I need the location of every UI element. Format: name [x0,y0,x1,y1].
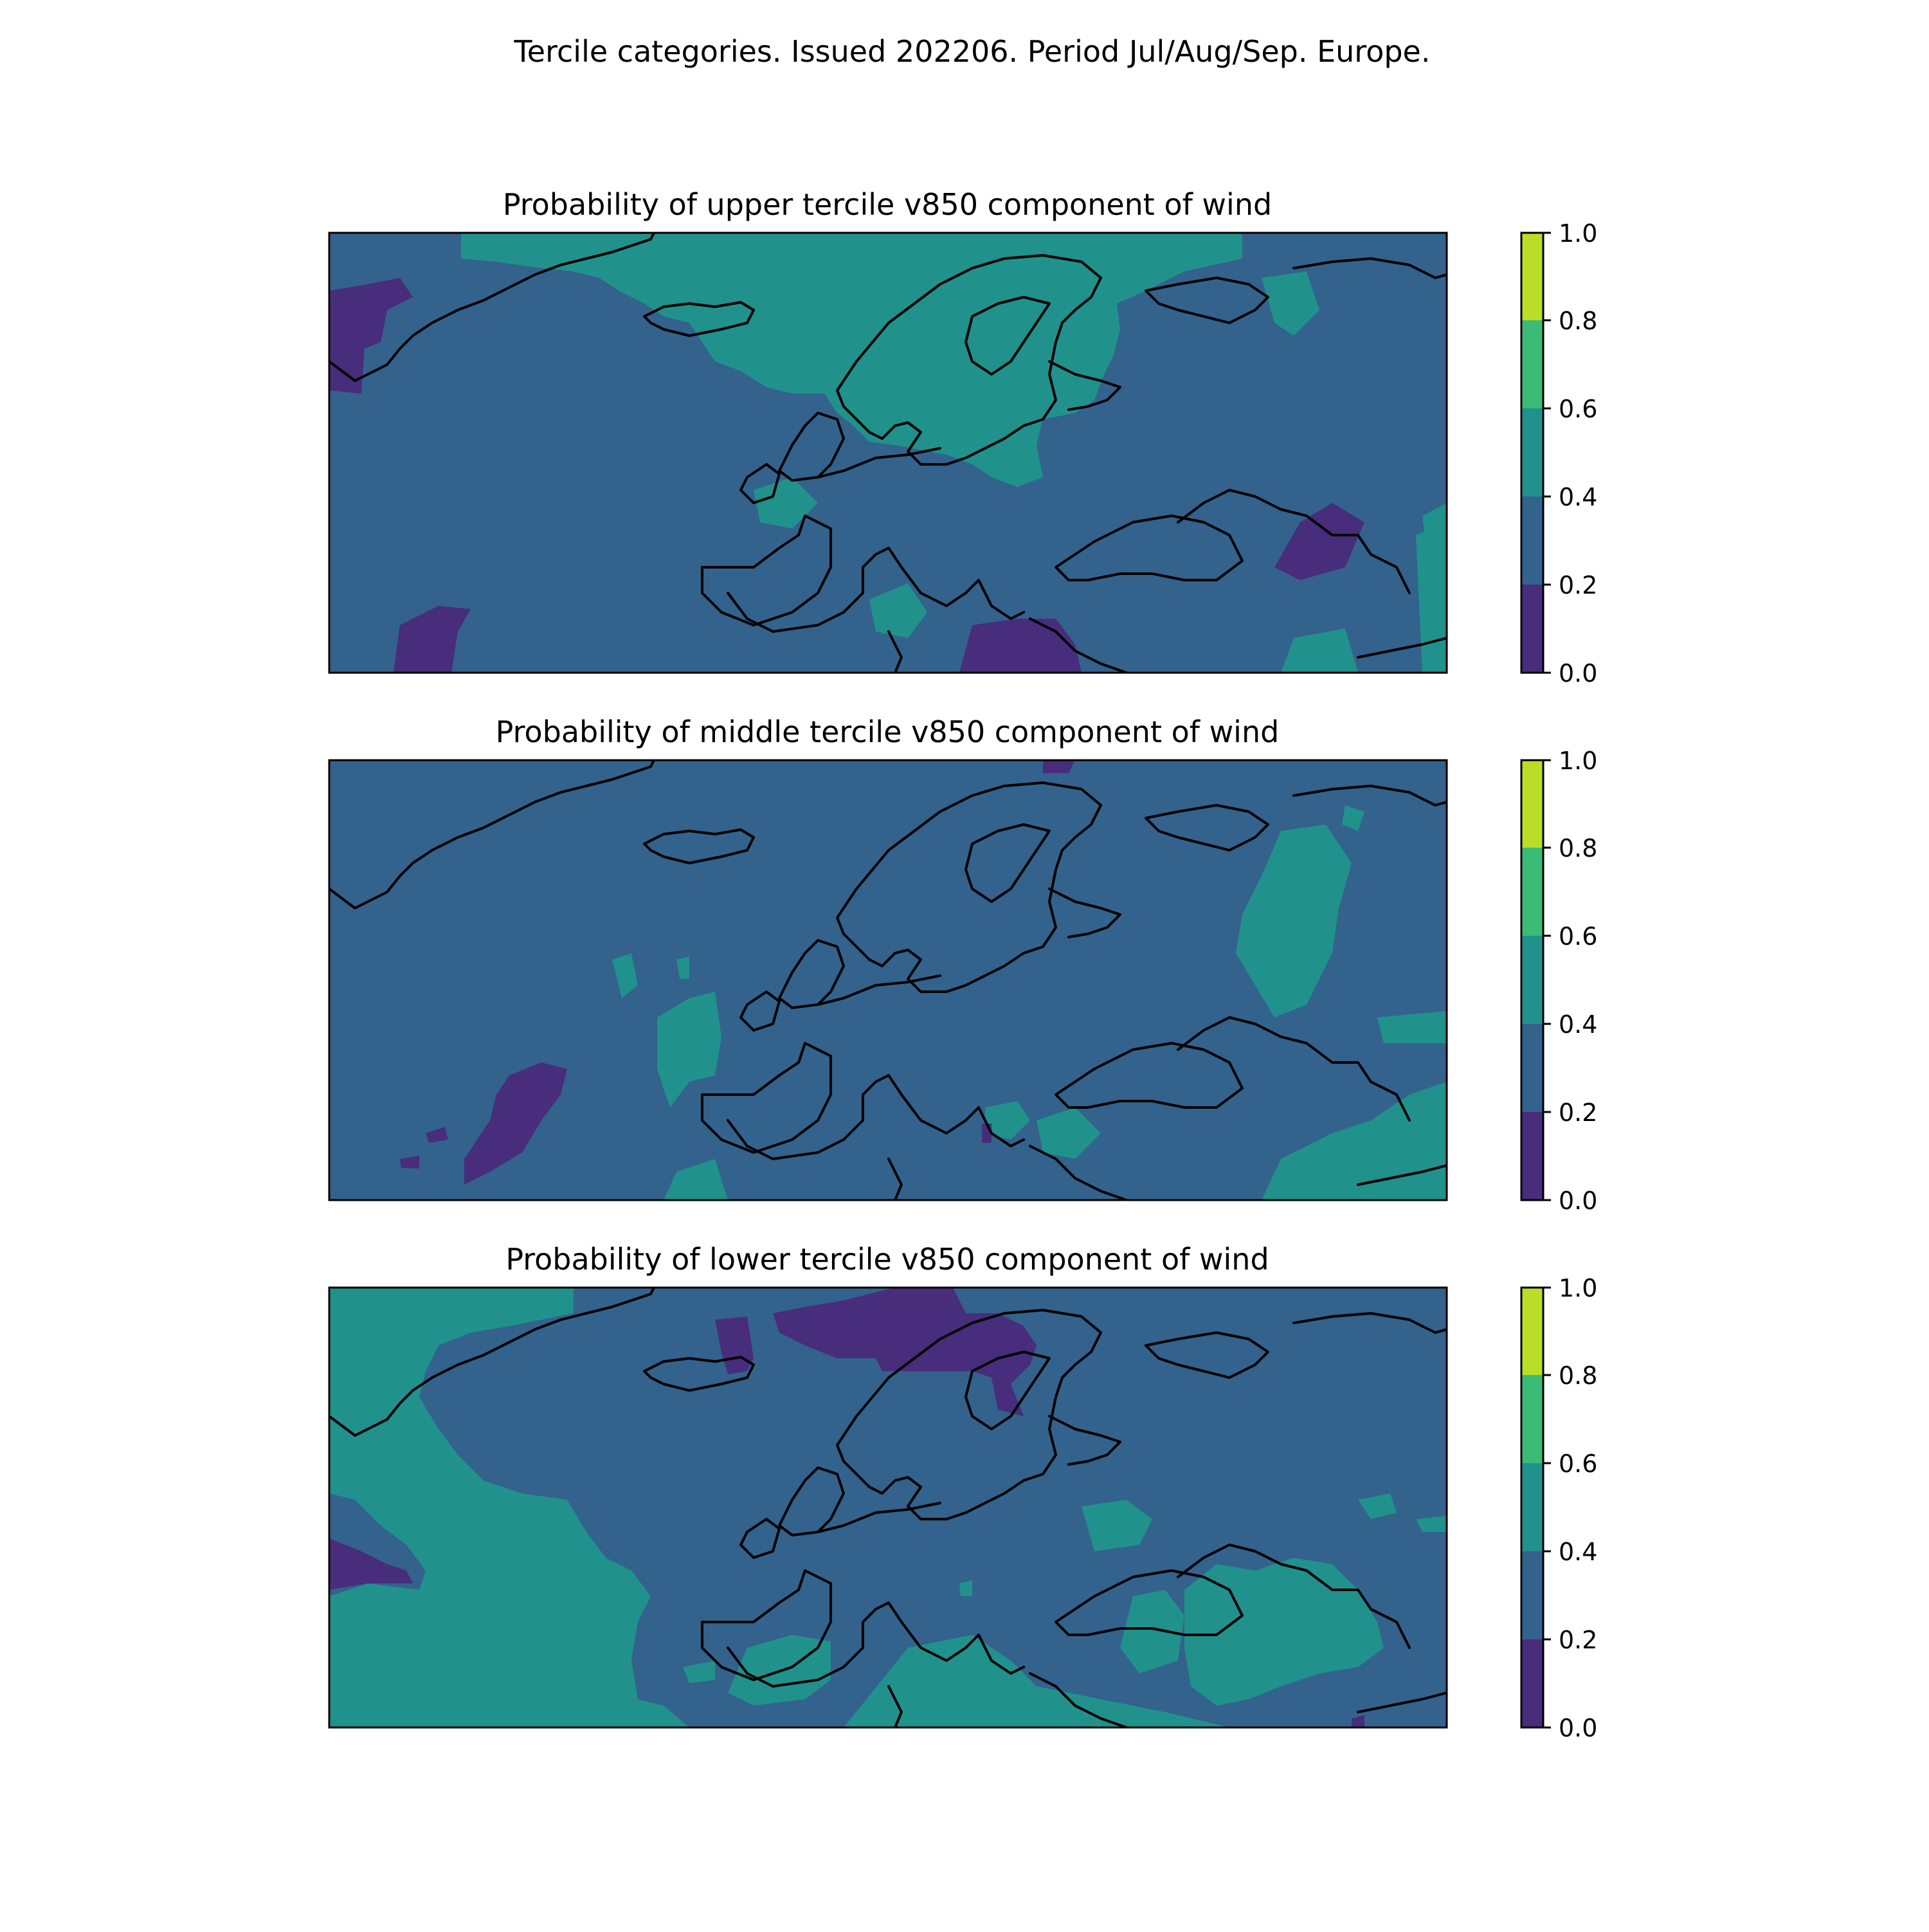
map-upper [329,233,1447,677]
map-lower [329,1288,1447,1727]
panel-lower-title: Probability of lower tercile v850 component of wind [505,1242,1269,1277]
panel-upper [329,187,1597,688]
colorbar-tick-label: 0.6 [1559,1450,1598,1478]
colorbar-band-0.8-1.0 [1521,233,1543,320]
colorbar-lower [1521,1274,1597,1742]
colorbar-tick-label: 0.0 [1559,1187,1598,1215]
colorbar-upper [1521,219,1597,688]
colorbar-tick-label: 0.8 [1559,1362,1598,1390]
colorbar-tick-label: 1.0 [1559,747,1598,775]
colorbar-tick-label: 1.0 [1559,219,1598,248]
panel-middle [329,715,1597,1215]
map-middle [329,760,1447,1200]
colorbar-band-0.6-0.8 [1521,1375,1543,1463]
colorbar-tick-label: 1.0 [1559,1274,1598,1302]
colorbar-band-0.4-0.6 [1521,936,1543,1024]
colorbar-band-0.6-0.8 [1521,320,1543,408]
colorbar-tick-label: 0.8 [1559,834,1598,862]
colorbar-band-0.0-0.2 [1521,1639,1543,1727]
colorbar-band-0.8-1.0 [1521,760,1543,848]
colorbar-tick-label: 0.2 [1559,1098,1598,1127]
colorbar-band-0.0-0.2 [1521,1112,1543,1200]
colorbar-band-0.8-1.0 [1521,1288,1543,1375]
colorbar-band-0.2-0.4 [1521,497,1543,585]
colorbar-tick-label: 0.0 [1559,659,1598,688]
colorbar-band-0.4-0.6 [1521,408,1543,497]
colorbar-tick-label: 0.6 [1559,922,1598,951]
panel-lower [329,1242,1597,1742]
colorbar-band-0.6-0.8 [1521,848,1543,936]
colorbar-band-0.0-0.2 [1521,585,1543,673]
colorbar-tick-label: 0.2 [1559,1626,1598,1654]
colorbar-tick-label: 0.0 [1559,1714,1598,1742]
colorbar-tick-label: 0.2 [1559,571,1598,599]
figure-title: Tercile categories. Issued 202206. Period Jul/Aug/Sep. Europe. [514,34,1431,69]
colorbar-tick-label: 0.4 [1559,483,1598,511]
colorbar-middle [1521,747,1597,1215]
panel-upper-title: Probability of upper tercile v850 component of wind [502,187,1272,222]
colorbar-band-0.2-0.4 [1521,1024,1543,1112]
colorbar-tick-label: 0.8 [1559,307,1598,335]
colorbar-band-0.2-0.4 [1521,1551,1543,1639]
panel-middle-title: Probability of middle tercile v850 component of wind [495,715,1280,749]
colorbar-tick-label: 0.4 [1559,1010,1598,1039]
colorbar-tick-label: 0.4 [1559,1538,1598,1566]
colorbar-tick-label: 0.6 [1559,395,1598,423]
region-0.0-0.2 [982,1124,992,1143]
colorbar-band-0.4-0.6 [1521,1463,1543,1551]
